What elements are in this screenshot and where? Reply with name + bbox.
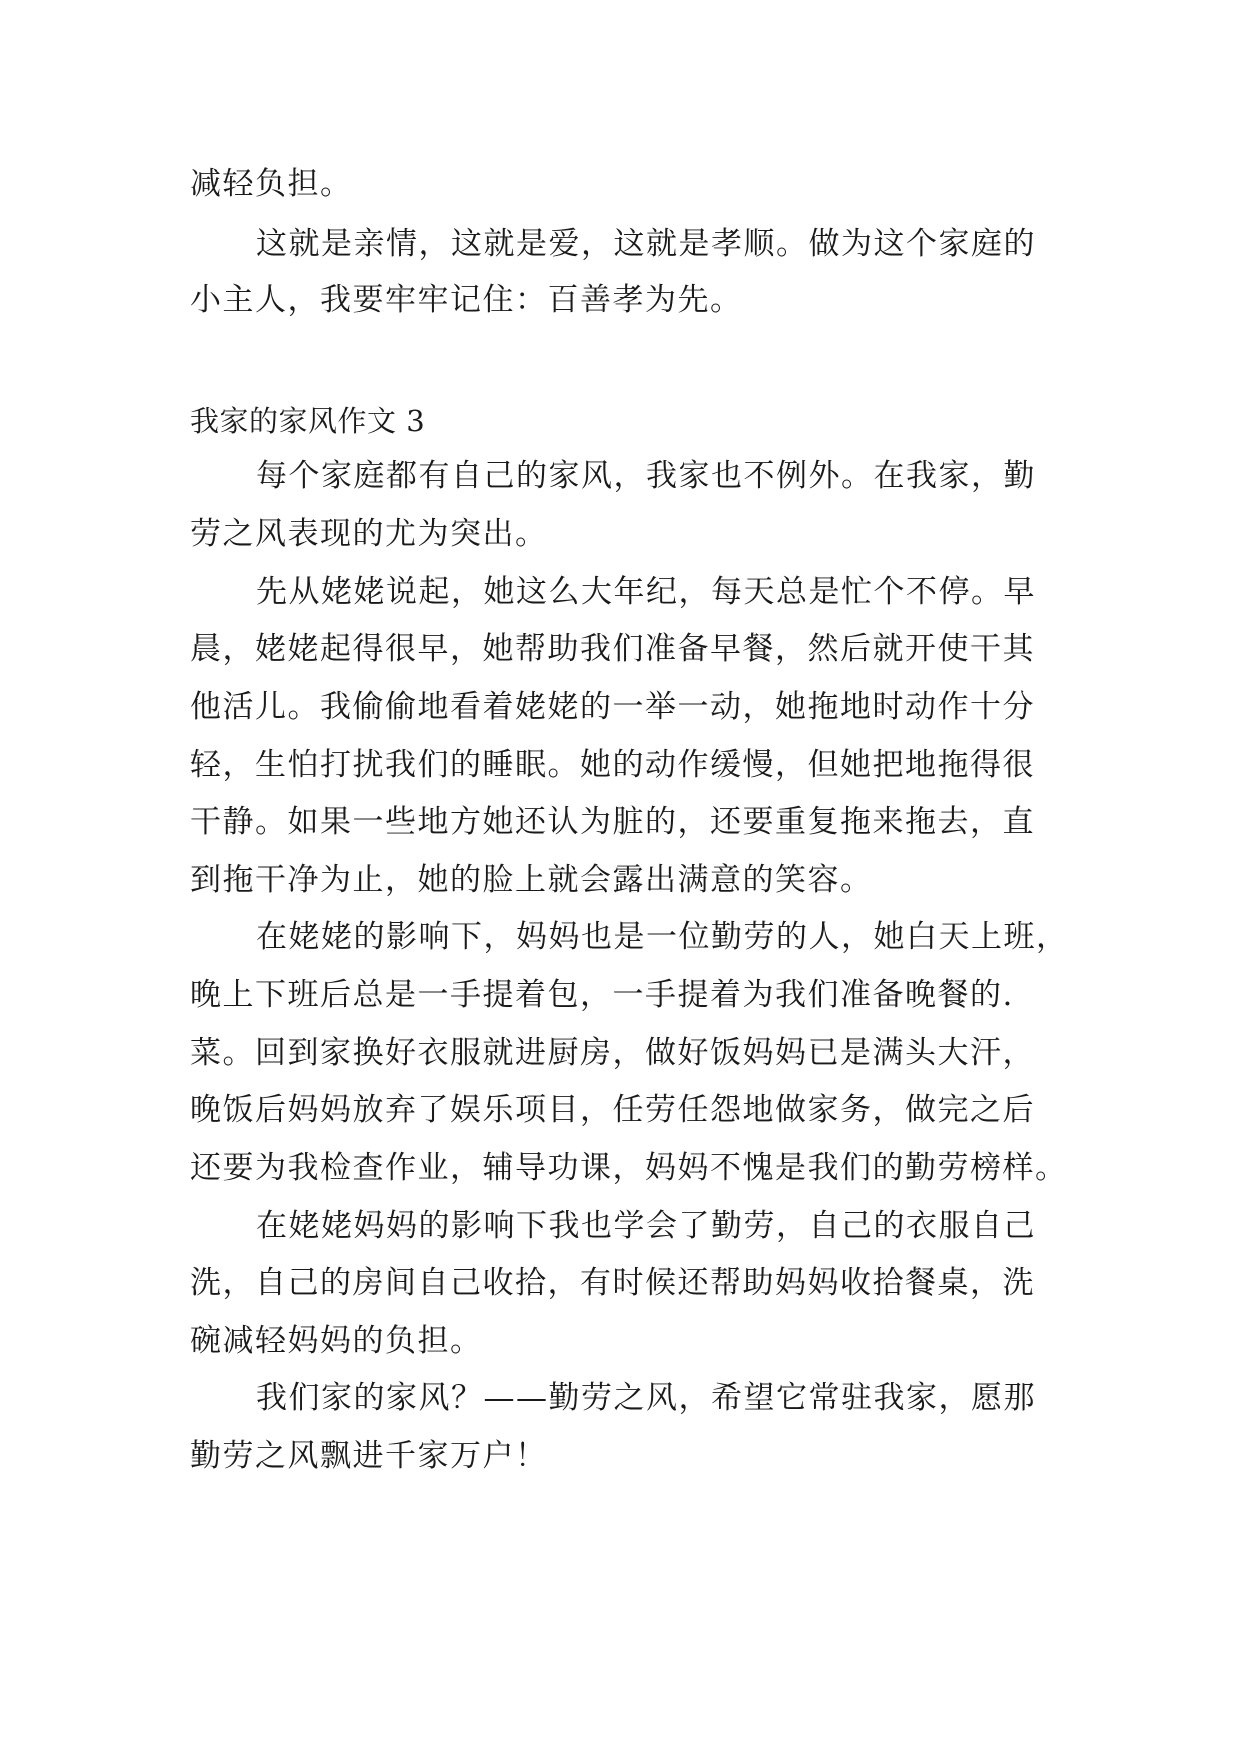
intro-line-2: 这就是亲情，这就是爱，这就是孝顺。做为这个家庭的 [256,226,1036,262]
paragraph2-line-1: 先从姥姥说起，她这么大年纪，每天总是忙个不停。早 [256,574,1036,610]
paragraph2-line-2: 晨，姥姥起得很早，她帮助我们准备早餐，然后就开使干其 [190,631,1035,667]
paragraph2-line-4: 轻，生怕打扰我们的睡眠。她的动作缓慢，但她把地拖得很 [190,747,1035,783]
paragraph3-line-1: 在姥姥的影响下，妈妈也是一位勤劳的人，她白天上班， [256,919,1069,955]
paragraph3-line-3: 菜。回到家换好衣服就进厨房，做好饭妈妈已是满头大汗， [190,1035,1035,1071]
paragraph4-line-1: 在姥姥妈妈的影响下我也学会了勤劳，自己的衣服自己 [256,1208,1036,1244]
intro-line-3: 小主人，我要牢牢记住：百善孝为先。 [190,282,743,318]
paragraph4-line-3: 碗减轻妈妈的负担。 [190,1323,483,1359]
paragraph1-line-1: 每个家庭都有自己的家风，我家也不例外。在我家，勤 [256,458,1036,494]
paragraph3-line-2: 晚上下班后总是一手提着包，一手提着为我们准备晚餐的. [190,977,1014,1013]
paragraph3-line-5: 还要为我检查作业，辅导功课，妈妈不愧是我们的勤劳榜样。 [190,1150,1068,1186]
paragraph1-line-2: 劳之风表现的尤为突出。 [190,516,548,552]
paragraph2-line-6: 到拖干净为止，她的脸上就会露出满意的笑容。 [190,862,873,898]
paragraph3-line-4: 晚饭后妈妈放弃了娱乐项目，任劳任怨地做家务，做完之后 [190,1092,1035,1128]
intro-line-1: 减轻负担。 [190,166,353,202]
paragraph5-line-1: 我们家的家风？——勤劳之风，希望它常驻我家，愿那 [256,1380,1036,1416]
paragraph2-line-3: 他活儿。我偷偷地看着姥姥的一举一动，她拖地时动作十分 [190,689,1035,725]
paragraph4-line-2: 洗，自己的房间自己收拾，有时候还帮助妈妈收拾餐桌，洗 [190,1265,1035,1301]
paragraph5-line-2: 勤劳之风飘进千家万户！ [190,1438,548,1474]
paragraph2-line-5: 干静。如果一些地方她还认为脏的，还要重复拖来拖去，直 [190,804,1035,840]
essay-title: 我家的家风作文 3 [190,404,426,438]
